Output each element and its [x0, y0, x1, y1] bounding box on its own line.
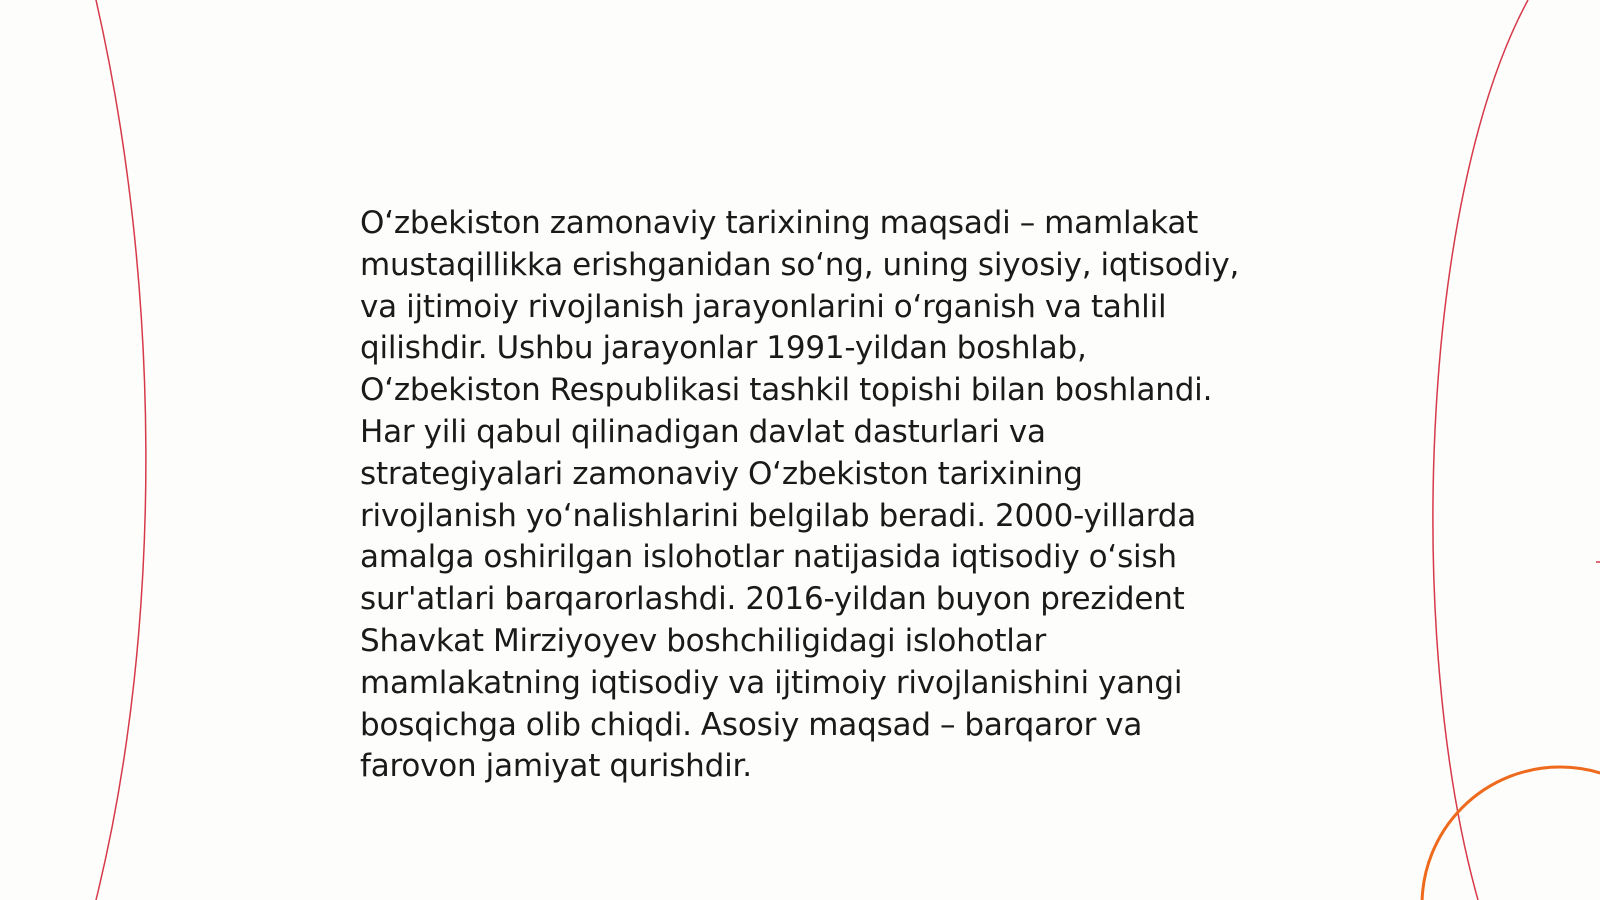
orange-circle-arc	[1422, 767, 1600, 900]
slide-body-text: O‘zbekiston zamonaviy tarixining maqsadi – mamlakat mustaqillikka erishganidan so‘ng, uning siyosiy, iqtisodiy, va ijtimoiy rivojlanish jarayonlarini o‘rganish va tahlil qilishdir. Ushbu jarayonlar 1991-yildan boshlab, O‘zbekiston Respublikasi tashkil topishi bilan boshlandi. Har yili qabul qilinadigan davlat dasturlari va strategiyalari zamonaviy O‘zbekiston tarixining rivojlanish yo‘nalishlarini belgilab beradi. 2000-yillarda amalga oshirilgan islohotlar natijasida iqtisodiy o‘sish sur'atlari barqarorlashdi. 2016-yildan buyon prezident Shavkat Mirziyoyev boshchiligidagi islohotlar mamlakatning iqtisodiy va ijtimoiy rivojlanishini yangi bosqichga olib chiqdi. Asosiy maqsad – barqaror va farovon jamiyat qurishdir.	[360, 205, 1240, 785]
left-curve-line	[96, 0, 146, 900]
right-curve-line	[1433, 0, 1528, 900]
